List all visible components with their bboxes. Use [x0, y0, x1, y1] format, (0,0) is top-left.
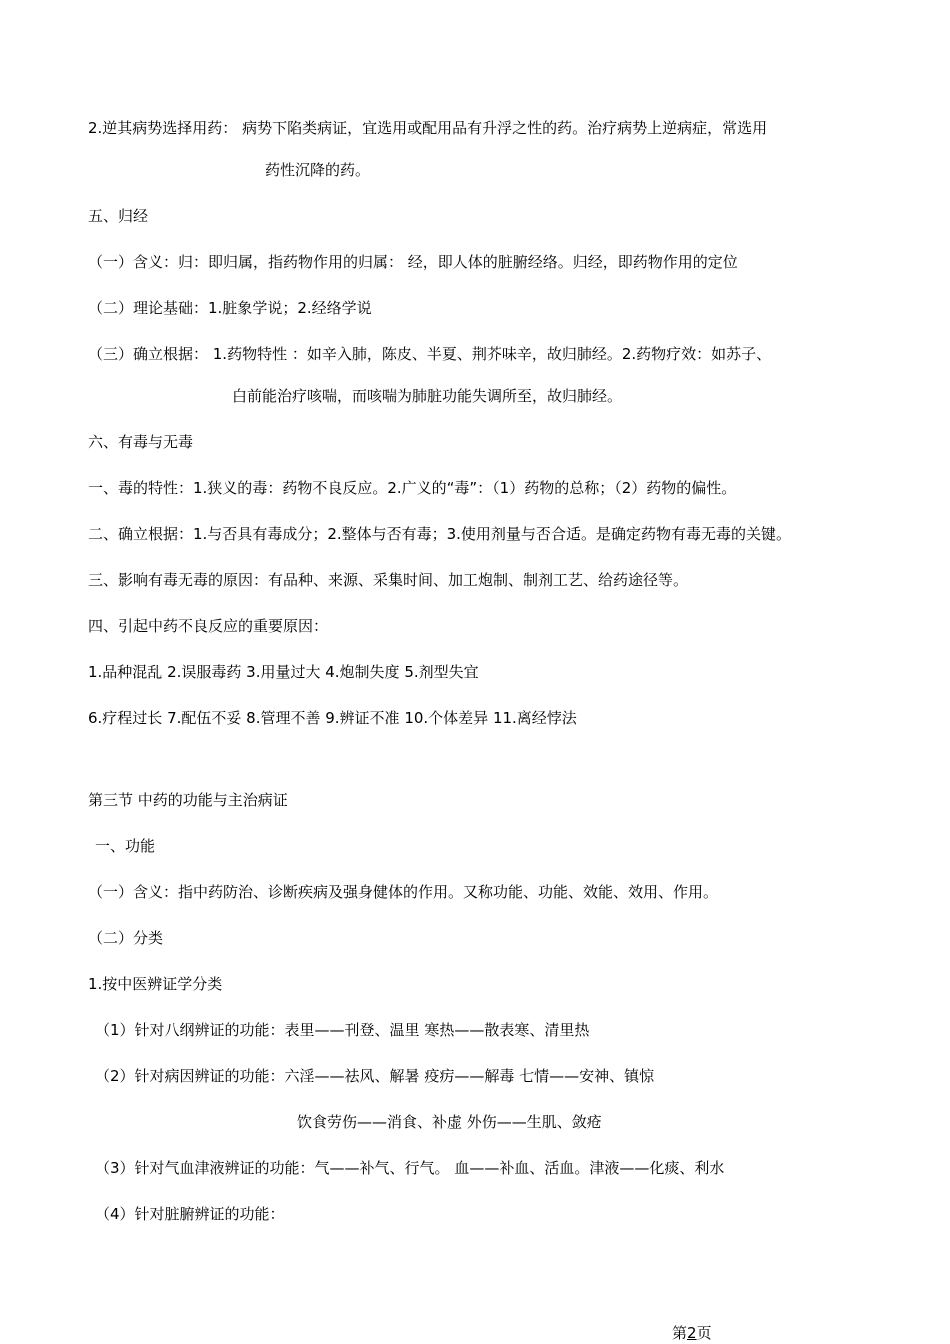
text-line-14: 6.疗程过长 7.配伍不妥 8.管理不善 9.辨证不准 10.个体差异 11.离经悖法 — [88, 709, 577, 727]
text-line-13: 1.品种混乱 2.误服毒药 3.用量过大 4.炮制失度 5.剂型失宜 — [88, 663, 479, 681]
text-line-18: （二）分类 — [88, 929, 164, 947]
text-line-19: 1.按中医辨证学分类 — [88, 975, 223, 993]
text-line-17: （一）含义：指中药防治、诊断疾病及强身健体的作用。又称功能、功能、效能、效用、作用。 — [88, 883, 719, 901]
text-line-9: 一、毒的特性：1.狭义的毒：药物不良反应。2.广义的“毒”：（1）药物的总称；（2）药物的偏性。 — [88, 479, 737, 497]
text-line-4: （一）含义：归：即归属，指药物作用的归属： 经，即人体的脏腑经络。归经，即药物作用的定位 — [88, 253, 738, 271]
text-line-6: （三）确立根据： 1.药物特性 ：如辛入肺，陈皮、半夏、荆芥味辛，故归肺经。2.药物疗效：如苏子、 — [88, 345, 772, 363]
text-line-16: 一、功能 — [95, 837, 156, 855]
section-heading-toxicity: 六、有毒与无毒 — [88, 433, 194, 451]
text-line-12: 四、引起中药不良反应的重要原因： — [88, 617, 329, 635]
text-line-5: （二）理论基础：1.脏象学说；2.经络学说 — [88, 299, 372, 317]
page-number: 2 — [687, 1324, 697, 1342]
section-heading-third: 第三节 中药的功能与主治病证 — [88, 791, 288, 809]
section-heading-guijing: 五、归经 — [88, 207, 149, 225]
text-line-24: （4）针对脏腑辨证的功能： — [95, 1205, 285, 1223]
text-line-7: 白前能治疗咳喘，而咳喘为肺脏功能失调所至，故归肺经。 — [232, 387, 623, 405]
text-line-10: 二、确立根据：1.与否具有毒成分；2.整体与否有毒；3.使用剂量与否合适。是确定药物有毒无毒的关键。 — [88, 525, 791, 543]
page-number-footer — [672, 1322, 712, 1343]
text-line-21: （2）针对病因辨证的功能：六淫——祛风、解暑 疫疠——解毒 七情——安神、镇惊 — [95, 1067, 655, 1085]
page-suffix: 页 — [696, 1324, 712, 1342]
text-line-23: （3）针对气血津液辨证的功能：气——补气、行气。 血——补血、活血。津液——化痰、利水 — [95, 1159, 725, 1177]
text-line-11: 三、影响有毒无毒的原因：有品种、来源、采集时间、加工炮制、制剂工艺、给药途径等。 — [88, 571, 689, 589]
text-line-1: 2.逆其病势选择用药： 病势下陷类病证，宜选用或配用品有升浮之性的药。治疗病势上逆病症，常选用 — [88, 119, 768, 137]
page-prefix: 第 — [672, 1324, 688, 1342]
text-line-20: （1）针对八纲辨证的功能：表里——刊登、温里 寒热——散表寒、清里热 — [95, 1021, 590, 1039]
text-line-22: 饮食劳伤——消食、补虚 外伤——生肌、敛疮 — [297, 1113, 602, 1131]
text-line-2: 药性沉降的药。 — [265, 161, 371, 179]
